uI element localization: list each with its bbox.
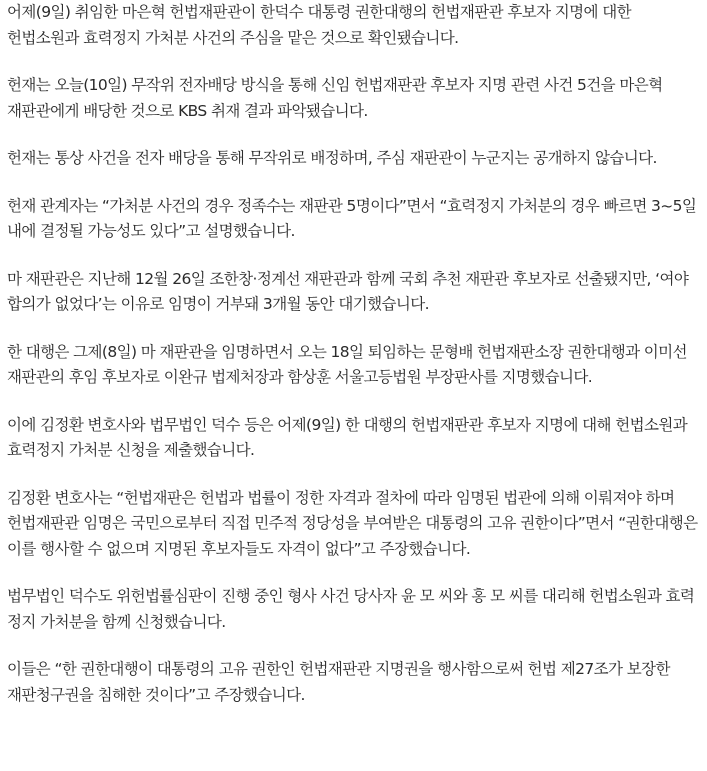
paragraph-1: 어제(9일) 취임한 마은혁 헌법재판관이 한덕수 대통령 권한대행의 헌법재판관 후보자 지명에 대한 헌법소원과 효력정지 가처분 사건의 주심을 맡은 것으로 확인됐습니다.	[7, 3, 631, 47]
paragraph-7: 이에 김정환 변호사와 법무법인 덕수 등은 어제(9일) 한 대행의 헌법재판관 후보자 지명에 대해 헌법소원과 효력정지 가처분 신청을 제출했습니다.	[7, 415, 688, 459]
paragraph-2: 헌재는 오늘(10일) 무작위 전자배당 방식을 통해 신임 헌법재판관 후보자 지명 관련 사건 5건을 마은혁 재판관에게 배당한 것으로 KBS 취재 결과 파악됐습니다.	[7, 76, 663, 120]
paragraph-5: 마 재판관은 지난해 12월 26일 조한창·정계선 재판관과 함께 국회 추천 재판관 후보자로 선출됐지만, ‘여야 합의가 없었다’는 이유로 임명이 거부돼 3개월 동안 대기했습니다.	[7, 269, 689, 313]
paragraph-9: 법무법인 덕수도 위헌법률심판이 진행 중인 형사 사건 당사자 윤 모 씨와 홍 모 씨를 대리해 헌법소원과 효력 정지 가처분을 함께 신청했습니다.	[7, 587, 695, 631]
paragraph-10: 이들은 “한 권한대행이 대통령의 고유 권한인 헌법재판관 지명권을 행사함으로써 헌법 제27조가 보장한 재판청구권을 침해한 것이다”고 주장했습니다.	[7, 660, 670, 704]
paragraph-8: 김정환 변호사는 “헌법재판은 헌법과 법률이 정한 자격과 절차에 따라 임명된 법관에 의해 이뤄져야 하며 헌법재판관 임명은 국민으로부터 직접 민주적 정당성을 부여받은 대통령의 고유 권한이다”면서 “권한대행은 이를 행사할 수 없으며 지명된 후보자들도 자격이 없다”고 주장했습니다.	[7, 488, 698, 558]
paragraph-4: 헌재 관계자는 “가처분 사건의 경우 정족수는 재판관 5명이다”면서 “효력정지 가처분의 경우 빠르면 3~5일 내에 결정될 가능성도 있다”고 설명했습니다.	[7, 196, 697, 240]
paragraph-3: 헌재는 통상 사건을 전자 배당을 통해 무작위로 배정하며, 주심 재판관이 누군지는 공개하지 않습니다.	[7, 149, 657, 167]
article-body	[7, 0, 699, 730]
paragraph-6: 한 대행은 그제(8일) 마 재판관을 임명하면서 오는 18일 퇴임하는 문형배 헌법재판소장 권한대행과 이미선 재판관의 후임 후보자로 이완규 법제처장과 함상훈 서울고등법원 부장판사를 지명했습니다.	[7, 342, 687, 386]
